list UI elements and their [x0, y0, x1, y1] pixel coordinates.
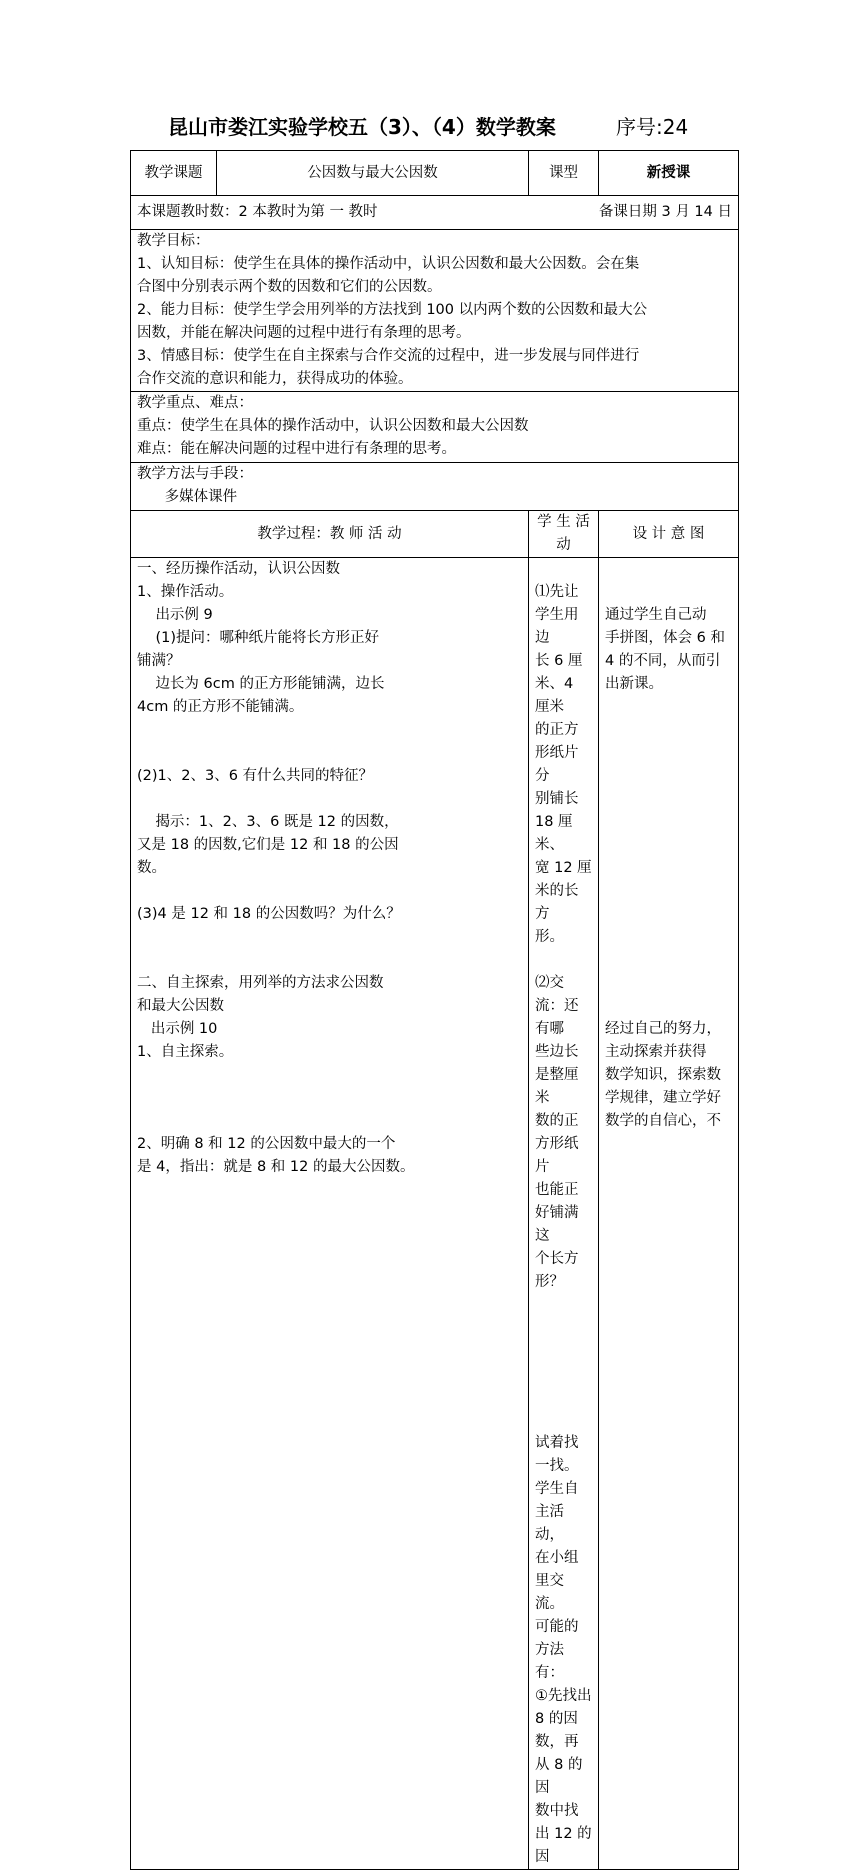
student-activity-line: 形。	[535, 929, 564, 945]
design-intent-line: 数学的自信心，不	[605, 1113, 721, 1129]
design-intent-line: 主动探索并获得	[605, 1044, 707, 1060]
hours-row	[131, 196, 739, 230]
design-intent-line: 数学知识，探索数	[605, 1067, 721, 1083]
student-activity-cell	[529, 558, 599, 1870]
student-activity-line: ①先找出 8 的因	[535, 1688, 597, 1727]
student-activity-line: 个长方形？	[535, 1251, 579, 1290]
student-activity-line	[535, 1340, 592, 1363]
student-activity-line: 数中找出 12 的因	[535, 1803, 592, 1865]
student-activity-line: 可能的方法有：	[535, 1619, 579, 1681]
design-intent-line: 4 的不同，从而引	[605, 653, 721, 669]
methods-line: 多媒体课件	[137, 489, 238, 505]
teacher-activity-line: 铺满？	[137, 653, 181, 669]
student-activity-line	[535, 1409, 592, 1432]
type-label: 课型	[529, 151, 599, 196]
goals-line: 因数，并能在解决问题的过程中进行有条理的思考。	[137, 325, 471, 341]
design-intent-cell	[599, 558, 739, 1870]
teacher-activity-line: 出示例 10	[137, 1021, 218, 1037]
design-intent-line	[605, 742, 732, 765]
design-intent-line	[605, 765, 732, 788]
student-activity-line: ⑴先让学生用边	[535, 584, 579, 646]
methods-cell	[131, 463, 739, 511]
serial-number: 序号:24	[616, 115, 689, 139]
type-value: 新授课	[599, 151, 739, 196]
teacher-activity-line: 4cm 的正方形不能铺满。	[137, 699, 304, 715]
design-intent-line	[605, 857, 732, 880]
student-activity-line	[535, 1363, 592, 1386]
design-intent-line: 学规律，建立学好	[605, 1090, 721, 1106]
design-intent-line	[605, 719, 732, 742]
design-intent-line	[605, 949, 732, 972]
teacher-activity-line	[137, 949, 522, 972]
teacher-activity-line	[137, 788, 522, 811]
student-activity-line	[535, 558, 592, 581]
teacher-activity-line	[137, 1087, 522, 1110]
teacher-activity-line: 一、经历操作活动，认识公因数	[137, 561, 340, 577]
keypoints-line: 教学重点、难点：	[137, 395, 253, 411]
hours-text: 本课题教时数：2 本教时为第 一 教时	[137, 204, 378, 220]
design-intent-line	[605, 834, 732, 857]
design-intent-line	[605, 903, 732, 926]
design-intent-line: 经过自己的努力，	[605, 1021, 721, 1037]
student-activity-line: 学生自主活动，	[535, 1481, 579, 1543]
student-activity-line: 别铺长 18 厘米、	[535, 791, 584, 853]
teacher-activity-line: (2)1、2、3、6 有什么共同的特征？	[137, 768, 374, 784]
student-activity-line: 数，再从 8 的因	[535, 1734, 583, 1796]
student-activity-line: 的正方形纸片分	[535, 722, 579, 784]
teacher-activity-line: 1、自主探索。	[137, 1044, 234, 1060]
teacher-activity-line: (3)4 是 12 和 18 的公因数吗？为什么？	[137, 906, 401, 922]
teacher-activity-line: 揭示：1、2、3、6 既是 12 的因数，	[137, 814, 399, 830]
design-intent-line	[605, 811, 732, 834]
design-intent-line	[605, 880, 732, 903]
design-intent-line	[605, 696, 732, 719]
student-activity-line: 些边长是整厘米	[535, 1044, 579, 1106]
teacher-activity-line: 是 4，指出：就是 8 和 12 的最大公因数。	[137, 1159, 415, 1175]
prep-date: 备课日期 3 月 14 日	[598, 204, 732, 220]
goals-line: 2、能力目标：使学生学会用列举的方法找到 100 以内两个数的公因数和最大公	[137, 302, 648, 318]
student-activity-line	[535, 1317, 592, 1340]
document-title: 昆山市娄江实验学校五（3）、（4）数学教案	[168, 115, 556, 139]
design-intent-line: 手拼图，体会 6 和	[605, 630, 725, 646]
goals-line: 合作交流的意识和能力，获得成功的体验。	[137, 371, 413, 387]
student-activity-line	[535, 949, 592, 972]
student-activity-line: 试着找一找。	[535, 1435, 579, 1474]
student-activity-line: 也能正好铺满这	[535, 1182, 579, 1244]
goals-line: 3、情感目标：使学生在自主探索与合作交流的过程中，进一步发展与同伴进行	[137, 348, 640, 364]
teacher-activity-line: 出示例 9	[137, 607, 213, 623]
teacher-activity-line: 又是 18 的因数,它们是 12 和 18 的公因	[137, 837, 399, 853]
student-activity-line: 宽 12 厘米的长方	[535, 860, 592, 922]
teacher-activity-line: 二、自主探索，用列举的方法求公因数	[137, 975, 384, 991]
design-intent-line: 通过学生自己动	[605, 607, 707, 623]
lesson-plan-table	[130, 150, 739, 1870]
teacher-activity-line	[137, 1064, 522, 1087]
student-activity-line: ⑵交流：还有哪	[535, 975, 579, 1037]
student-activity-line: 长 6 厘米、4 厘米	[535, 653, 583, 715]
teacher-activity-line	[137, 719, 522, 742]
teacher-activity-line: 2、明确 8 和 12 的公因数中最大的一个	[137, 1136, 396, 1152]
process-student-header: 学 生 活 动	[529, 511, 599, 558]
teacher-activity-line: (1)提问：哪种纸片能将长方形正好	[137, 630, 379, 646]
teacher-activity-line	[137, 880, 522, 903]
student-activity-line	[535, 1294, 592, 1317]
teacher-activity-line: 1、操作活动。	[137, 584, 234, 600]
keypoints-cell	[131, 392, 739, 463]
design-intent-line	[605, 788, 732, 811]
topic-label: 教学课题	[131, 151, 217, 196]
process-teacher-header: 教学过程：教 师 活 动	[131, 511, 529, 558]
design-intent-line	[605, 972, 732, 995]
keypoints-line: 难点：能在解决问题的过程中进行有条理的思考。	[137, 441, 456, 457]
design-intent-line: 出新课。	[605, 676, 663, 692]
document-title-bar	[0, 112, 860, 146]
student-activity-line	[535, 1386, 592, 1409]
goals-line: 教学目标：	[137, 233, 210, 249]
student-activity-line: 数的正方形纸片	[535, 1113, 579, 1175]
teacher-activity-line	[137, 742, 522, 765]
design-intent-line	[605, 581, 732, 604]
teacher-activity-line: 边长为 6cm 的正方形能铺满，边长	[137, 676, 385, 692]
teacher-activity-line: 数。	[137, 860, 166, 876]
keypoints-line: 重点：使学生在具体的操作活动中，认识公因数和最大公因数	[137, 418, 529, 434]
student-activity-line: 在小组里交流。	[535, 1550, 579, 1612]
teacher-activity-cell	[131, 558, 529, 1870]
teacher-activity-line	[137, 926, 522, 949]
process-design-header: 设 计 意 图	[599, 511, 739, 558]
goals-line: 合图中分别表示两个数的因数和它们的公因数。	[137, 279, 442, 295]
topic-value: 公因数与最大公因数	[217, 151, 529, 196]
goals-line: 1、认知目标：使学生在具体的操作活动中，认识公因数和最大公因数。会在集	[137, 256, 640, 272]
teacher-activity-line	[137, 1110, 522, 1133]
design-intent-line	[605, 926, 732, 949]
methods-line: 教学方法与手段：	[137, 466, 253, 482]
teacher-activity-line: 和最大公因数	[137, 998, 224, 1014]
goals-cell	[131, 230, 739, 392]
design-intent-line	[605, 558, 732, 581]
design-intent-line	[605, 995, 732, 1018]
